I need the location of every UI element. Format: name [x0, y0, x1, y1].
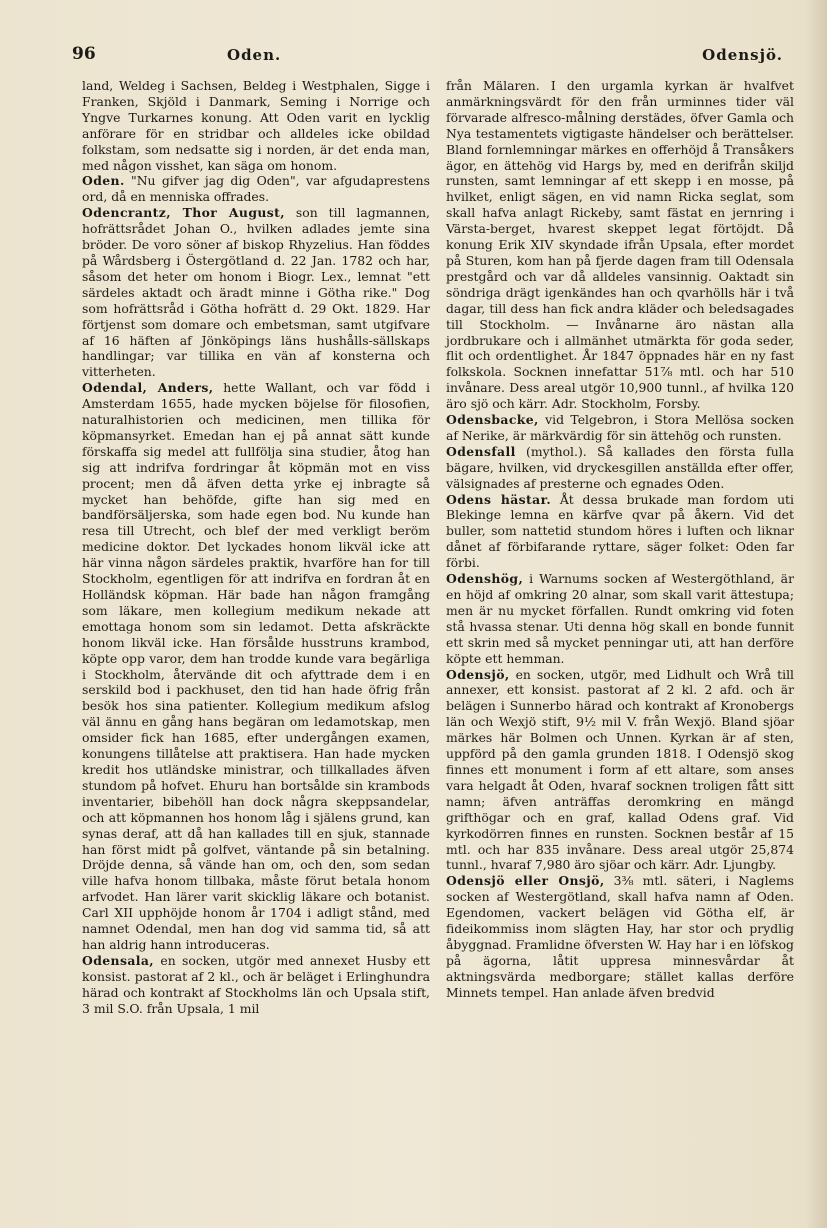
entry-headword: Odensala,	[82, 952, 155, 968]
entry-text: (mythol.). Så kallades den första fulla bägare, hvilken, vid dryckesgillen anställda efter offer, välsignades af presterne och egnades Oden.	[446, 443, 794, 491]
entry-text: en socken, utgör, med Lidhult och Wrå till annexer, ett konsist. pastorat af 2 kl. 2 afd. och är belägen i Sunnerbo härad och kontrakt af Kronobergs län och Wexjö stift, 9½ mil V. från Wexjö. Bland sjöar märkes här Bolmen och Unnen. Kyrkan är af sten, uppförd på den gamla grunden 1818. I Odensjö skog finnes ett monument i form af ett altare, som anses vara helgadt åt Oden, hvaraf socknen troligen fått sitt namn; äfven anträffas deromkring en mängd grifthögar och en graf, kallad Odens graf. Vid kyrkodörren finnes en runsten. Socknen består af 15 mtl. och har 835 invånare. Dess areal utgör 25,874 tunnl., hvaraf 7,980 äro sjöar och kärr. Adr. Ljungby.	[446, 666, 794, 873]
entry-paragraph	[82, 953, 430, 1017]
entry-paragraph	[446, 667, 794, 874]
entry-paragraph	[82, 173, 430, 205]
entry-paragraph	[82, 380, 430, 953]
entry-text: en socken, utgör med annexet Husby ett konsist. pastorat af 2 kl., och är beläget i Erlinghundra härad och kontrakt af Stockholms län och Upsala stift, 3 mil S.O. från Upsala, 1 mil	[82, 952, 430, 1016]
entry-text: i Warnums socken af Westergöthland, är en höjd af omkring 20 alnar, som skall varit ättestupa; men är nu mycket förfallen. Rundt omkring vid foten stå hvassa stenar. Uti denna hög skall en bonde funnit ett skrin med så mycket penningar uti, att han derföre köpte ett hemman.	[446, 571, 794, 666]
entry-text: land, Weldeg i Sachsen, Beldeg i Westphalen, Sigge i Franken, Skjöld i Danmark, Seming i Norrige och Yngve Turkarnes konung. Att Oden varit en lycklig anförare för en stridbar och alldeles icke obildad folkstam, som nedsatte sig i norden, är det enda man, med någon visshet, kan säga om honom.	[82, 78, 430, 173]
entry-paragraph	[446, 412, 794, 444]
entry-headword: Odensjö eller Onsjö,	[446, 873, 605, 889]
entry-paragraph	[82, 78, 430, 173]
entry-text: 3⅜ mtl. säteri, i Naglems socken af Westergötland, skall hafva namn af Oden. Egendomen, vackert belägen vid Götha elf, är fideikommiss inom slägten Hay, har stor och prydlig åbyggnad. Framlidne öfversten W. Hay har i en löfskog på ägorna, låtit uppresa minnesvårdar åt aktningsvärda medborgare; stället kallas derföre Minnets tempel. Han anlade äfven bredvid	[446, 873, 794, 1000]
entry-text: Åt dessa brukade man fordom uti Blekinge lemna en kärfve qvar på åkern. Vid det buller, som nattetid stundom höres i luften och liknar dånet af förbifarande ryttare, säger folket: Oden far förbi.	[446, 491, 794, 571]
page-edge-shadow	[805, 0, 827, 1228]
right-column	[446, 78, 794, 1001]
running-head-left: Oden.	[227, 46, 282, 64]
page-header	[72, 44, 783, 70]
page-number: 96	[72, 44, 96, 64]
entry-headword: Oden.	[82, 173, 125, 189]
entry-text: vid Telgebron, i Stora Mellösa socken af Nerike, är märkvärdig för sin ättehög och runsten.	[446, 412, 794, 443]
left-column	[82, 78, 430, 1016]
entry-paragraph	[446, 492, 794, 572]
entry-paragraph	[446, 571, 794, 666]
entry-headword: Odensbacke,	[446, 412, 539, 428]
entry-headword: Odensjö,	[446, 666, 510, 682]
entry-text: son till lagmannen, hofrättsrådet Johan O., hvilken adlades jemte sina bröder. De voro söner af biskop Rhyzelius. Han föddes på Wårdsberg i Östergötland d. 22 Jan. 1782 och har, såsom det heter om honom i Biogr. Lex., lemnat "ett särdeles aktadt och äradt minne i Götha rike." Dog som hofrättsråd i Götha hofrätt d. 29 Okt. 1829. Har förtjenst som domare och embetsman, samt utgifvare af 16 häften af Jönköpings läns hushålls-sällskaps handlingar; var tillika en vän af konsterna och vitterheten.	[82, 205, 430, 380]
entry-paragraph	[446, 873, 794, 1000]
entry-headword: Odens hästar.	[446, 491, 552, 507]
entry-paragraph	[446, 78, 794, 412]
entry-headword: Odencrantz, Thor August,	[82, 205, 286, 221]
entry-text: hette Wallant, och var född i Amsterdam 1655, hade mycken böjelse för filosofien, naturalhistorien och medicinen, men tillika för köpmansyrket. Emedan han ej på annat sätt kunde förskaffa sig medel att fullfölja sina studier, åtog han sig att indrifva fordringar åt köpmän mot en viss procent; men då äfven detta yrke ej inbragte så mycket han behöfde, gifte han sig med en bandförsäljerska, som hade egen bod. Nu kunde han resa till Utrecht, och blef der med verkligt beröm medicine doktor. Det lyckades honom likväl icke att här vinna någon särdeles praktik, hvarföre han for till Stockholm, egentligen för att indrifva en fordran åt en Holländsk köpman. Här bade han någon framgång som läkare, men kollegium medikum nekade att emottaga honom som sin ledamot. Detta afskräckte honom likväl icke. Han försålde husstruns krambod, köpte opp varor, dem han trodde kunde vara begärliga i Stockholm, återvände dit och afyttrade dem i en serskild bod i packhuset, den tid han hade öfrig från besök hos sina patienter. Kollegium medikum afslog väl ännu en gång hans begäran om ledamotskap, men omsider fick han 1685, efter undergången examen, konungens tillåtelse att praktisera. Han hade mycken kredit hos utländske ministrar, och tillkallades äfven stundom på hofvet. Ehuru han bortsålde sin krambods inventarier, bibehöll han dock några skeppsandelar, och att köpmannen hos honom låg i själens grund, kan synas deraf, att då han kallades till en sjuk, stannade han först midt på golfvet, väntande på sin betalning. Dröjde denna, så vände han om, och den, som sedan ville hafva honom tillbaka, måste förut betala honom arfvodet. Han lärer varit skicklig läkare och botanist. Carl XII upphöjde honom år 1704 i adligt stånd, med namnet Odendal, men han dog vid samma tid, så att han aldrig hann introduceras.	[82, 380, 431, 952]
entry-headword: Odendal, Anders,	[82, 380, 214, 396]
entry-headword: Odenshög,	[446, 571, 524, 587]
entry-paragraph	[82, 205, 430, 380]
entry-text: från Mälaren. I den urgamla kyrkan är hvalfvet anmärkningsvärdt för den från urminnes tider väl förvarade alfresco-målning derstädes, öfver Gamla och Nya testamentets vigtigaste händelser och berättelser. Bland fornlemningar märkes en offerhöjd å Transåkers ägor, en ättehög vid Hargs by, med en derifrån skiljd runsten, samt lemningar af ett skepp i en mosse, på hvilket, enligt sägen, en vid namn Ricka seglat, som skall hafva anlagt Rickeby, samt fästat en jernring i Värsta-berget, hvarest skeppet legat förtöjdt. Då konung Erik XIV skyndade ifrån Upsala, efter mordet på Sturen, kom han på fjerde dagen fram till Odensala prestgård och var då alldeles vansinnig. Oaktadt sin söndriga drägt igenkändes han och qvarhölls här i två dagar, till dess han fick andra kläder och beledsagades till Stockholm. — Invånarne äro nästan alla jordbrukare och i allmänhet utmärkta för goda seder, flit och ordentlighet. År 1847 öppnades här en ny fast folkskola. Socknen innefattar 51⅞ mtl. och har 510 invånare. Dess areal utgör 10,900 tunnl., af hvilka 120 äro sjö och kärr. Adr. Stockholm, Forsby.	[446, 78, 794, 412]
entry-paragraph	[446, 444, 794, 492]
entry-headword: Odensfall	[446, 443, 516, 459]
entry-text: "Nu gifver jag dig Oden", var afgudaprestens ord, då en menniska offrades.	[82, 173, 430, 205]
running-head-right: Odensjö.	[702, 46, 783, 64]
